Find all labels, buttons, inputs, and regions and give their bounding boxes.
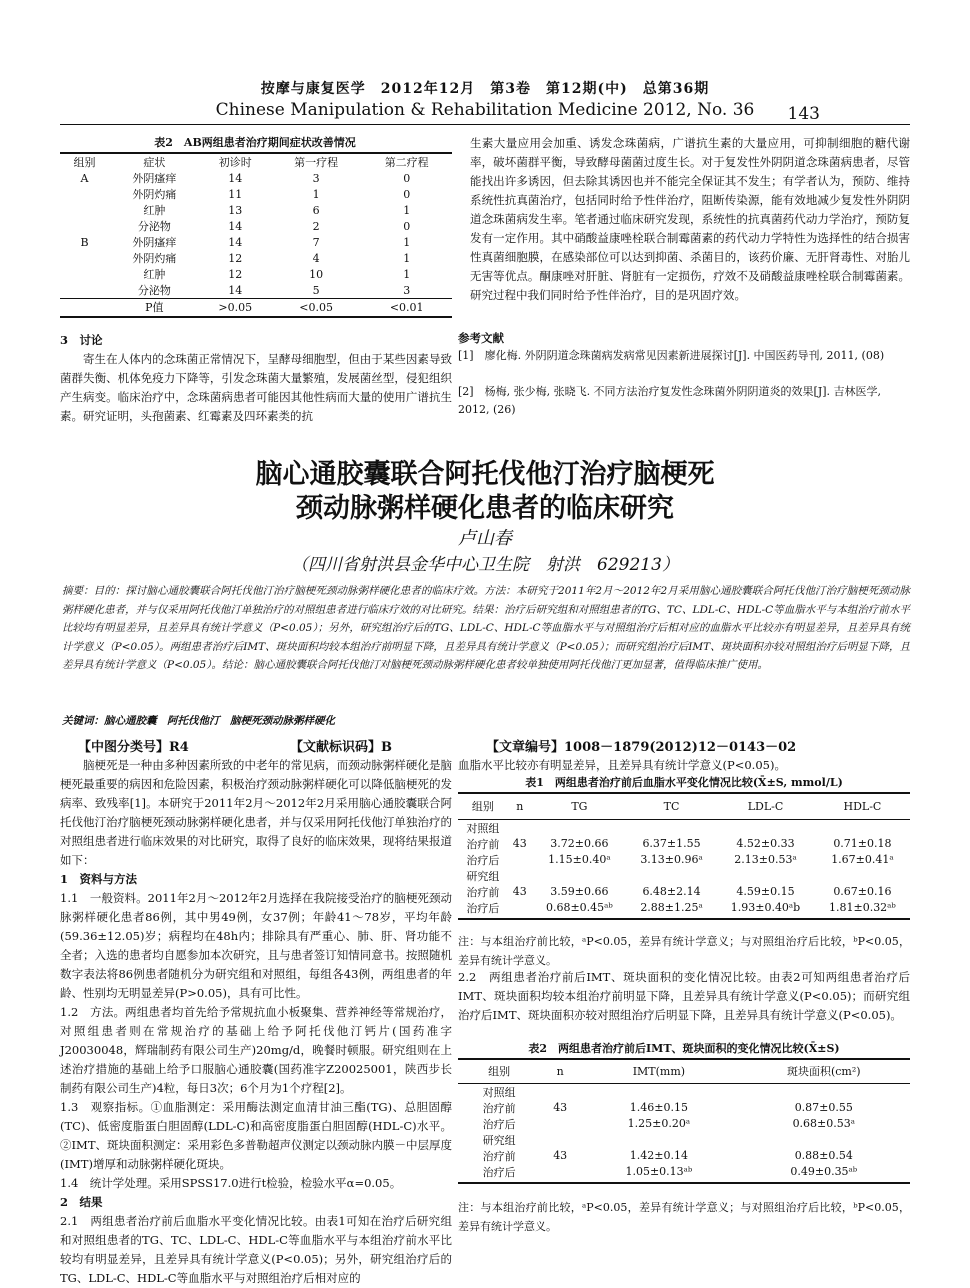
table-cell: 11 [228, 187, 243, 201]
table-header-cell: 初诊时 [218, 156, 252, 169]
table-cell [60, 266, 109, 282]
table-cell [508, 852, 532, 868]
table1-title: 表1 两组患者治疗前后血脂水平变化情况比较(X̄±S, mmol/L) [525, 776, 843, 789]
table-cell: 外阴瘙痒 [132, 236, 177, 249]
table-ab [60, 152, 452, 318]
table-cell: 治疗后 [466, 901, 500, 915]
table-cell: A [80, 171, 89, 185]
table-cell: 0.88±0.54 [794, 1149, 853, 1162]
table-cell: 1.42±0.14 [629, 1149, 688, 1162]
table-cell: 治疗前 [482, 1101, 516, 1115]
body-left-column [60, 756, 452, 1285]
table-cell: 外阴灼痛 [132, 188, 177, 201]
body-paragraph: 1.4 统计学处理。采用SPSS17.0进行t检验，检验水平α=0.05。 [60, 1176, 402, 1190]
table-cell [738, 1083, 910, 1100]
table-cell: 0.68±0.45ᵃᵇ [545, 901, 613, 914]
abstract: 摘要：目的：探讨脑心通胶囊联合阿托伐他汀治疗脑梗死颈动脉粥样硬化患者的临床疗效。方法：本研究于2011年2月～2012年2月采用脑心通胶囊联合阿托伐他汀治疗脑梗死颈动脉粥样硬化患者，并与仅采用阿托伐他汀单独治疗的对照组患者进行临床疗效的对比研究。结果：治疗后研究组和对照组患者的TG、TC、LDL-C、HDL-C等血脂水平与本组治疗前水平比较均有明显差异，且差异具有统计学意义（P<0.05）；另外，研究组治疗后的TG、LDL-C、HDL-C等血脂水平与对照组治疗后相对应的血脂水平比较亦有明显差异，且差异具有统计学意义（P<0.05）。两组患者治疗后IMT、斑块面积均较本组治疗前明显下降，且差异具有统计学意义（P<0.05）；而研究组治疗后IMT、斑块面积亦较对照组治疗后明显下降，且差异具有统计学意义（P<0.05）。结论：脑心通胶囊联合阿托伐他汀对脑梗死颈动脉粥样硬化患者较单独使用阿托伐他汀更加显著，值得临床推广使用。 [62, 585, 910, 671]
table-cell: 12 [228, 251, 243, 265]
table-cell: 0.67±0.16 [833, 885, 892, 898]
table-row [458, 1116, 910, 1132]
table-header-cell: 症状 [143, 156, 166, 169]
header-rule [60, 124, 910, 125]
table-cell: 14 [228, 283, 243, 297]
body-paragraph: 2.1 两组患者治疗前后血脂水平变化情况比较。由表1可知在治疗后研究组和对照组患者的TG、TC、LDL-C、HDL-C等血脂水平与本组治疗前水平比较均有明显差异，且差异具有统计学意义(P<0.05)；另外，研究组治疗后的TG、LDL-C、HDL-C等血脂水平与对照组治疗后相对应的 [60, 1214, 452, 1285]
article-affiliation: （四川省射洪县金华中心卫生院 射洪 629213） [291, 555, 679, 575]
table-cell [815, 819, 910, 836]
table-cell: 4 [312, 251, 320, 265]
table-cell: 4.59±0.15 [736, 885, 795, 898]
table-cell: 0 [403, 171, 411, 185]
table-cell: 红肿 [143, 204, 166, 217]
table-cell [738, 1132, 910, 1148]
table-cell: 13 [228, 203, 243, 217]
table-row [458, 1083, 910, 1100]
article-title-line1: 脑心通胶囊联合阿托伐他汀治疗脑梗死 [255, 459, 715, 490]
table-cell: 5 [312, 283, 320, 297]
table-ab-pvalue-label: P值 [145, 301, 164, 314]
table-cell [716, 819, 815, 836]
table-cell [60, 202, 109, 218]
table-row [458, 1100, 910, 1116]
table-cell: 3.59±0.66 [550, 885, 609, 898]
table-cell: 43 [512, 885, 527, 898]
table-cell: 2.88±1.25ᵃ [640, 901, 703, 914]
table-cell: 2.13±0.53ᵃ [734, 853, 797, 866]
table-header-cell: n [556, 1064, 564, 1078]
table-cell: 治疗前 [482, 1149, 516, 1163]
table-cell: 对照组 [466, 821, 500, 835]
table-cell: 1 [312, 187, 320, 201]
table-cell: 1.67±0.41ᵃ [831, 853, 894, 866]
table-row [458, 1132, 910, 1148]
table-row [60, 234, 452, 250]
table-cell: 1.05±0.13ᵃᵇ [625, 1165, 693, 1178]
table-cell: 10 [309, 267, 324, 281]
journal-header-en: Chinese Manipulation & Rehabilitation Medicine 2012, No. 36 [215, 100, 755, 120]
table-cell [627, 868, 716, 884]
table-cell [627, 819, 716, 836]
section-heading: 2 结果 [60, 1195, 103, 1209]
table-cell: 7 [312, 235, 320, 249]
table-row [458, 836, 910, 852]
table-cell: 6 [312, 203, 320, 217]
table1 [458, 792, 910, 920]
table-cell: 1.15±0.40ᵃ [548, 853, 611, 866]
table-cell [540, 1083, 580, 1100]
table-cell: 4.52±0.33 [736, 837, 795, 850]
document-code: 【文献标识码】B [290, 740, 392, 755]
table-cell: 治疗后 [482, 1165, 516, 1179]
body-paragraph: 1.3 观察指标。①血脂测定：采用酶法测定血清甘油三酯(TG)、总胆固醇(TC)、低密度脂蛋白胆固醇(LDL-C)和高密度脂蛋白胆固醇(HDL-C)水平。②IMT、斑块面积测定：采用彩色多普勒超声仪测定以颈动脉内膜－中层厚度(IMT)增厚和动脉粥样硬化斑块。 [60, 1100, 452, 1171]
table-cell: 6.48±2.14 [642, 885, 701, 898]
reference-item: [1] 廖化梅. 外阴阴道念珠菌病发病常见因素新进展探讨[J]. 中国医药导刊, 2011, (08) [458, 349, 885, 362]
table-row [60, 202, 452, 218]
table-cell: 1.93±0.40ᵃb [730, 901, 801, 914]
table-row [60, 250, 452, 266]
table-cell: 治疗后 [482, 1117, 516, 1131]
table-cell [60, 186, 109, 202]
table-cell [540, 1164, 580, 1180]
section-heading: 1 资料与方法 [60, 872, 138, 886]
table-cell: 0.71±0.18 [833, 837, 892, 850]
body-paragraph: 1.2 方法。两组患者均首先给予常规抗血小板聚集、营养神经等常规治疗，对照组患者则在常规治疗的基础上给予阿托伐他汀钙片(国药准字J20030048，辉瑞制药有限公司生产)20mg/d，晚餐时顿服。研究组则在上述治疗措施的基础上给予口服脑心通胶囊(国药准字Z20025001，陕西步长制药有限公司生产)4粒，每日3次；6个月为1个疗程[2]。 [60, 1005, 452, 1095]
table-cell: 分泌物 [137, 284, 171, 297]
table-cell: 1 [403, 251, 411, 265]
table-cell [540, 1132, 580, 1148]
article-title-line2: 颈动脉粥样硬化患者的临床研究 [296, 493, 674, 524]
table-cell [540, 1116, 580, 1132]
table-cell: 红肿 [143, 268, 166, 281]
table-cell: 3 [312, 171, 320, 185]
table-cell [508, 819, 532, 836]
table-cell: 分泌物 [137, 220, 171, 233]
table-cell: 治疗前 [466, 837, 500, 851]
table-cell: 14 [228, 219, 243, 233]
table1-note: 注：与本组治疗前比较，ᵃP<0.05，差异有统计学意义；与对照组治疗后比较，ᵇP<0.05，差异有统计学意义。 [458, 935, 910, 967]
keywords: 关键词：脑心通胶囊 阿托伐他汀 脑梗死颈动脉粥样硬化 [62, 715, 335, 727]
table-cell: 1.81±0.32ᵃᵇ [828, 901, 896, 914]
body-paragraph: 1.1 一般资料。2011年2月～2012年2月选择在我院接受治疗的脑梗死颈动脉粥样硬化患者86例，其中男49例，女37例；年龄41～78岁，平均年龄(59.36±12.05)岁；病程均在48h内；排除具有严重心、肺、肝、肾功能不全者；入选的患者均自愿参加本次研究，且与患者签订知情同意书。按照随机数字表法将86例患者随机分为研究组和对照组，每组各43例，两组患者的年龄、性别均无明显差异(P>0.05)，具有可比性。 [60, 891, 452, 1000]
table-cell [580, 1132, 737, 1148]
table-cell: 0.49±0.35ᵃᵇ [790, 1165, 858, 1178]
table-header-cell: 第二疗程 [384, 156, 429, 169]
table-ab-title: 表2 AB两组患者治疗期间症状改善情况 [154, 136, 356, 149]
table-header-cell: 斑块面积(cm²) [786, 1065, 861, 1079]
table-cell: 3.72±0.66 [550, 837, 609, 850]
table2-title: 表2 两组患者治疗前后IMT、斑块面积的变化情况比较(X̄±S) [528, 1042, 840, 1055]
table-cell: 0 [403, 187, 411, 201]
table-cell [532, 868, 627, 884]
table-cell: 研究组 [482, 1133, 516, 1147]
table-cell: 2 [312, 219, 320, 233]
table-cell: 对照组 [482, 1085, 516, 1099]
table-header-cell: HDL-C [843, 799, 882, 813]
table-row [60, 186, 452, 202]
table-cell: 1.25±0.20ᵃ [627, 1117, 691, 1130]
references-heading: 参考文献 [458, 331, 504, 345]
table2-note: 注：与本组治疗前比较，ᵃP<0.05，差异有统计学意义；与对照组治疗后比较，ᵇP<0.05，差异有统计学意义。 [458, 1201, 910, 1233]
intro-paragraph: 脑梗死是一种由多种因素所致的中老年的常见病，而颈动脉粥样硬化是脑梗死最重要的病因和危险因素，积极治疗颈动脉粥样硬化可以降低脑梗死的发病率、致残率[1]。本研究于2011年2月～2012年2月采用脑心通胶囊联合阿托伐他汀治疗脑梗死颈动脉粥样硬化患者，并与仅采用阿托伐他汀单独治疗的对照组患者进行临床效果的对比研究，取得了良好的临床效果，现将结果报道如下： [60, 758, 452, 867]
table-cell [580, 1083, 737, 1100]
table-cell [716, 868, 815, 884]
table-cell: 1 [403, 267, 411, 281]
table-cell: 3 [403, 283, 411, 297]
table-cell [508, 900, 532, 916]
article-number: 【文章编号】1008－1879(2012)12－0143－02 [486, 740, 797, 755]
table2 [458, 1058, 910, 1184]
table-cell: 3.13±0.96ᵃ [640, 853, 703, 866]
table-cell: 43 [512, 837, 527, 850]
table-cell [508, 868, 532, 884]
table-cell: 0 [403, 219, 411, 233]
discussion-heading: 3 讨论 [60, 333, 103, 347]
table-ab-pvalue: >0.05 [218, 300, 253, 314]
table-header-cell: 组别 [471, 800, 494, 814]
table-cell: 43 [553, 1101, 568, 1114]
table-row [60, 266, 452, 282]
table-header-cell: IMT(mm) [632, 1064, 686, 1078]
table-cell: 0.68±0.53ᵃ [792, 1117, 856, 1130]
section-2-2: 2.2 两组患者治疗前后IMT、斑块面积的变化情况比较。由表2可知两组患者治疗后IMT、斑块面积均较本组治疗前明显下降，且差异具有统计学意义(P<0.05)；而研究组治疗后IMT、斑块面积亦较对照组治疗后明显下降，且差异具有统计学意义(P<0.05)。 [458, 970, 910, 1022]
table-row [60, 170, 452, 186]
table-cell: 1 [403, 203, 411, 217]
table-cell: 外阴灼痛 [132, 252, 177, 265]
table-row [458, 900, 910, 916]
table-cell: 43 [553, 1149, 568, 1162]
table-ab-pvalue: <0.01 [389, 300, 424, 314]
table-cell [532, 819, 627, 836]
table-cell: 14 [228, 171, 243, 185]
table-row [458, 819, 910, 836]
page-number: 143 [787, 104, 820, 124]
table-row [458, 884, 910, 900]
table-header-cell: TC [663, 799, 680, 813]
table-cell: 治疗后 [466, 853, 500, 867]
table-cell: B [80, 235, 89, 249]
body-right-intro: 血脂水平比较亦有明显差异，且差异具有统计学意义(P<0.05)。 [458, 758, 786, 772]
table-row [458, 1164, 910, 1180]
table-row [60, 218, 452, 234]
table-cell [815, 868, 910, 884]
table-header-cell: TG [571, 799, 588, 813]
table-cell: 1 [403, 235, 411, 249]
table-row [60, 282, 452, 299]
table-row [458, 868, 910, 884]
table-cell: 1.46±0.15 [629, 1101, 688, 1114]
table-header-cell: LDL-C [747, 799, 784, 813]
table-row [458, 1148, 910, 1164]
table-header-cell: n [516, 799, 524, 813]
discussion-continued: 生素大量应用会加重、诱发念珠菌病，广谱抗生素的大量应用，可抑制细胞的糖代谢率，破坏菌群平衡，导致酵母菌菌过度生长。对于复发性外阴阴道念珠菌病患者，尽管能找出许多诱因，但去除其诱因也并不能完全保证其不发生；有学者认为，预防、维持系统性抗真菌治疗，包括同时给予性伴治疗，阻断传染源，能有效地减少复发性外阴阴道念珠菌病发生率。笔者通过临床研究发现，系统性的抗真菌药代动力学治疗，预防复发有一定作用。其中硝酸益康唑栓联合制霉菌素的药代动力学特性为选择性的结合损害性真菌细胞膜，在感染部位可以达到抑菌、杀菌目的，该药价廉、无肝肾毒性、对胎儿无害等优点。酮康唑对肝脏、肾脏有一定损伤，疗效不及硝酸益康唑栓联合制霉菌素。研究过程中我们同时给予性伴治疗，目的是巩固疗效。 [470, 136, 910, 302]
table-cell: 研究组 [466, 869, 500, 883]
classification-number: 【中图分类号】R4 [78, 740, 189, 755]
table-cell: 治疗前 [466, 885, 500, 899]
table-cell: 12 [228, 267, 243, 281]
table-header-cell: 第一疗程 [294, 156, 339, 169]
table-cell: 14 [228, 235, 243, 249]
table-cell [60, 250, 109, 266]
table-ab-pvalue: <0.05 [299, 300, 333, 314]
reference-item: [2] 杨梅, 张少梅, 张晓飞. 不同方法治疗复发性念珠菌外阴阴道炎的效果[J]. 吉林医学, 2012, (26) [458, 385, 882, 416]
table-header-cell: 组别 [73, 156, 96, 169]
table-cell [60, 282, 109, 299]
table-row [458, 852, 910, 868]
discussion-text: 寄生在人体内的念珠菌正常情况下，呈酵母细胞型，但由于某些因素导致菌群失衡、机体免疫力下降等，引发念珠菌大量繁殖，发展菌丝型，侵犯组织产生病变。临床治疗中，念珠菌病患者可能因其他性病而大量的使用广谱抗生素。研究证明，头孢菌素、红霉素及四环素类的抗 [60, 352, 452, 423]
table-cell: 外阴瘙痒 [132, 172, 177, 185]
table-cell [60, 218, 109, 234]
table-header-cell: 组别 [488, 1065, 511, 1079]
article-author: 卢山春 [458, 528, 512, 549]
journal-header-cn: 按摩与康复医学 2012年12月 第3卷 第12期(中) 总第36期 [260, 81, 710, 97]
table-cell: 6.37±1.55 [642, 837, 701, 850]
table-cell: 0.87±0.55 [794, 1101, 853, 1114]
